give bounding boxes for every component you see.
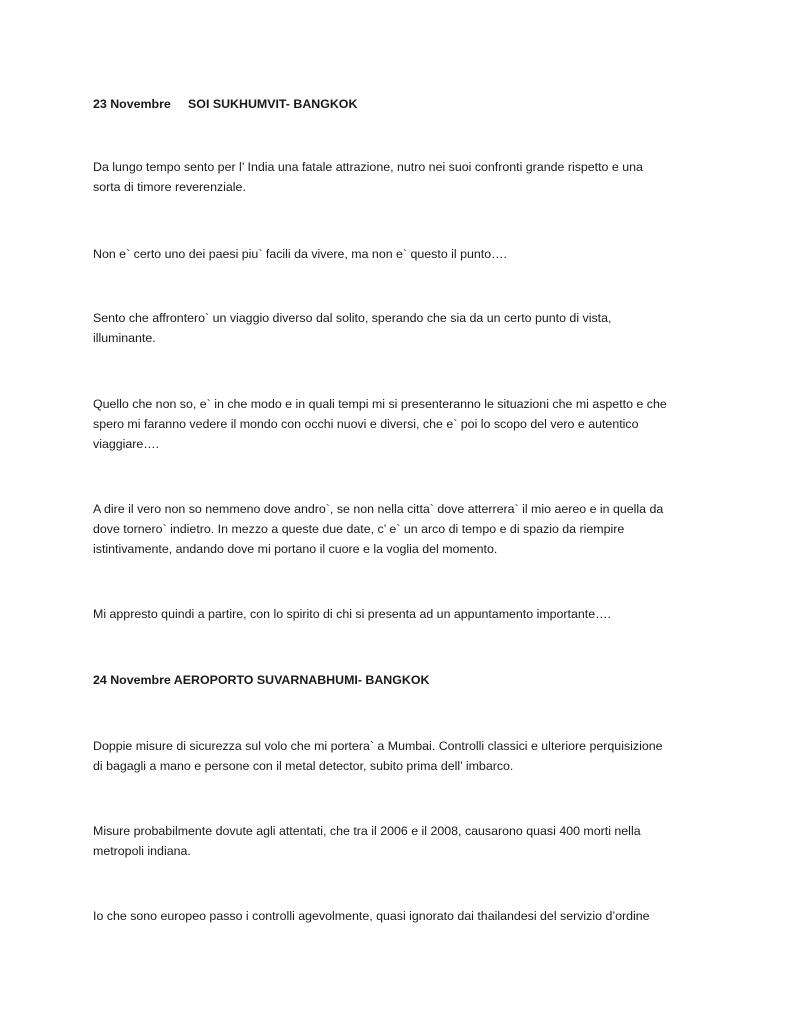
- paragraph-line: Quello che non so, e` in che modo e in quali tempi mi si presenteranno le situazioni che mi aspetto e che: [93, 397, 667, 411]
- paragraph-line: dove tornero` indietro. In mezzo a queste due date, c’ e` un arco di tempo e di spazio da riempire: [93, 522, 625, 536]
- paragraph-line: di bagagli a mano e persone con il metal detector, subito prima dell’ imbarco.: [93, 759, 514, 773]
- paragraph-line: viaggiare….: [93, 437, 160, 451]
- paragraph-line: metropoli indiana.: [93, 844, 191, 858]
- paragraph-line: Doppie misure di sicurezza sul volo che mi portera` a Mumbai. Controlli classici e ulteriore perquisizione: [93, 739, 663, 753]
- paragraph-line: Da lungo tempo sento per l’ India una fatale attrazione, nutro nei suoi confronti grande rispetto e una: [93, 160, 643, 174]
- paragraph-line: illuminante.: [93, 331, 156, 345]
- entry-heading-24-novembre: 24 Novembre AEROPORTO SUVARNABHUMI- BANGKOK: [93, 673, 430, 687]
- entry-place: SOI SUKHUMVIT- BANGKOK: [188, 97, 358, 111]
- paragraph-line: Io che sono europeo passo i controlli agevolmente, quasi ignorato dai thailandesi del servizio d’ordine: [93, 909, 650, 923]
- paragraph-line: Sento che affrontero` un viaggio diverso dal solito, sperando che sia da un certo punto di vista,: [93, 311, 612, 325]
- paragraph-line: Misure probabilmente dovute agli attentati, che tra il 2006 e il 2008, causarono quasi 400 morti nella: [93, 824, 641, 838]
- paragraph-line: sorta di timore reverenziale.: [93, 180, 246, 194]
- entry-heading-23-novembre: [93, 94, 713, 114]
- paragraph-line: A dire il vero non so nemmeno dove andro`, se non nella citta` dove atterrera` il mio aereo e in quella da: [93, 502, 664, 516]
- paragraph-line: Non e` certo uno dei paesi piu` facili da vivere, ma non e` questo il punto….: [93, 247, 507, 261]
- paragraph-line: istintivamente, andando dove mi portano il cuore e la voglia del momento.: [93, 542, 498, 556]
- entry-date: 23 Novembre: [93, 97, 171, 111]
- paragraph-line: Mi appresto quindi a partire, con lo spirito di chi si presenta ad un appuntamento importante….: [93, 607, 611, 621]
- paragraph-line: spero mi faranno vedere il mondo con occhi nuovi e diversi, che e` poi lo scopo del vero e autentico: [93, 417, 639, 431]
